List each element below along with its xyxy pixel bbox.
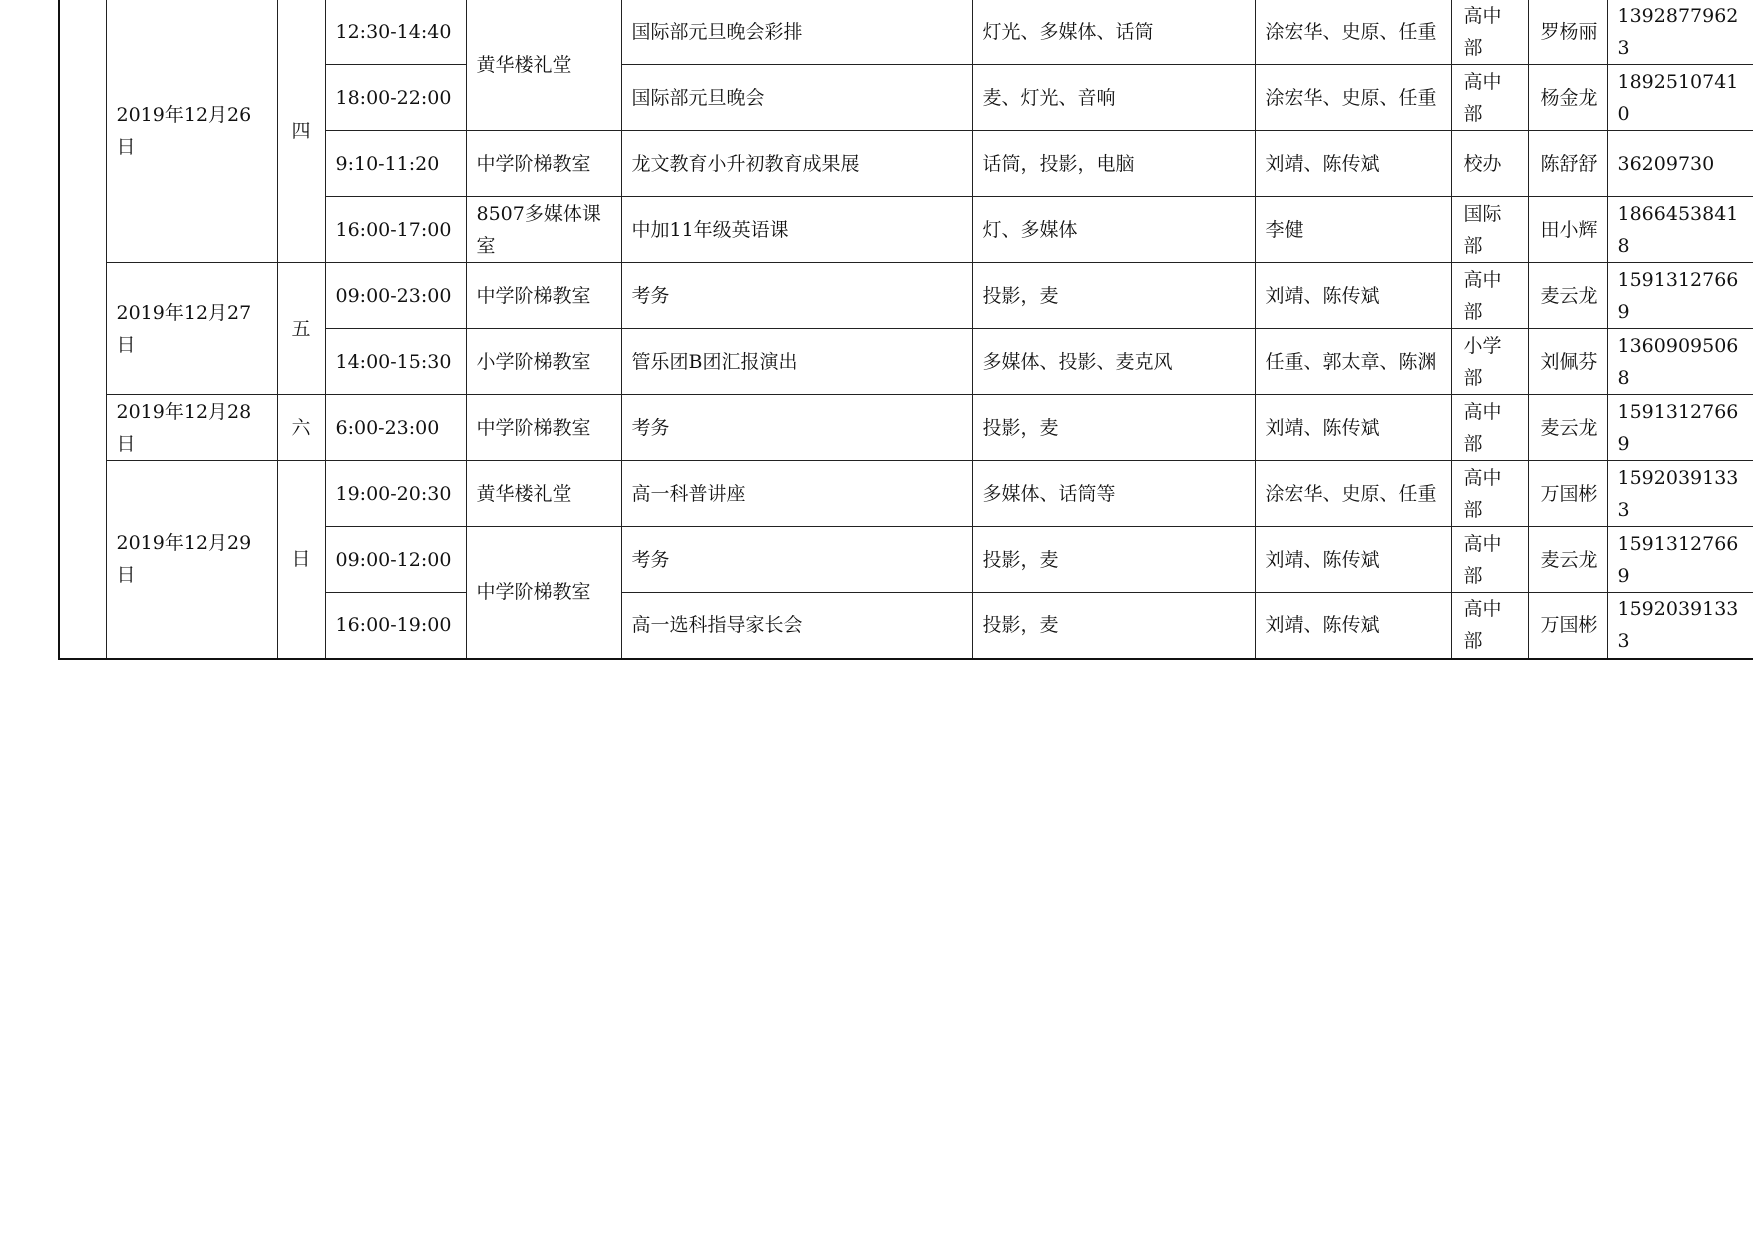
venue-cell: 中学阶梯教室 — [466, 263, 621, 329]
equipment-cell: 话筒，投影，电脑 — [972, 131, 1255, 197]
contact-cell: 田小辉 — [1528, 197, 1607, 263]
venue-cell: 黄华楼礼堂 — [466, 461, 621, 527]
activity-cell: 国际部元旦晚会 — [621, 65, 972, 131]
table-row — [59, 0, 1753, 65]
venue-cell: 中学阶梯教室 — [466, 395, 621, 461]
date-cell: 2019年12月28日 — [106, 395, 277, 461]
venue-cell: 黄华楼礼堂 — [466, 0, 621, 131]
activity-cell: 国际部元旦晚会彩排 — [621, 0, 972, 65]
equipment-cell: 灯、多媒体 — [972, 197, 1255, 263]
schedule-table — [58, 0, 1753, 660]
empty-left-column — [59, 0, 106, 659]
contact-cell: 陈舒舒 — [1528, 131, 1607, 197]
equipment-cell: 投影，麦 — [972, 593, 1255, 659]
contact-cell: 罗杨丽 — [1528, 0, 1607, 65]
support-staff-cell: 任重、郭太章、陈渊 — [1255, 329, 1451, 395]
activity-cell: 考务 — [621, 527, 972, 593]
table-row — [59, 395, 1753, 461]
weekday-cell: 六 — [277, 395, 325, 461]
support-staff-cell: 李健 — [1255, 197, 1451, 263]
phone-cell: 15920391333 — [1607, 461, 1753, 527]
phone-cell: 15920391333 — [1607, 593, 1753, 659]
phone-cell: 15913127669 — [1607, 395, 1753, 461]
time-cell: 12:30-14:40 — [325, 0, 466, 65]
support-staff-cell: 刘靖、陈传斌 — [1255, 263, 1451, 329]
contact-cell: 刘佩芬 — [1528, 329, 1607, 395]
time-cell: 09:00-23:00 — [325, 263, 466, 329]
phone-cell: 15913127669 — [1607, 527, 1753, 593]
time-cell: 9:10-11:20 — [325, 131, 466, 197]
weekday-cell: 日 — [277, 461, 325, 659]
support-staff-cell: 涂宏华、史原、任重 — [1255, 461, 1451, 527]
contact-cell: 麦云龙 — [1528, 395, 1607, 461]
equipment-cell: 投影，麦 — [972, 527, 1255, 593]
department-cell: 高中部 — [1451, 0, 1528, 65]
department-cell: 高中部 — [1451, 395, 1528, 461]
date-cell: 2019年12月27日 — [106, 263, 277, 395]
phone-cell: 36209730 — [1607, 131, 1753, 197]
contact-cell: 万国彬 — [1528, 461, 1607, 527]
time-cell: 18:00-22:00 — [325, 65, 466, 131]
department-cell: 高中部 — [1451, 461, 1528, 527]
venue-cell: 中学阶梯教室 — [466, 131, 621, 197]
equipment-cell: 麦、灯光、音响 — [972, 65, 1255, 131]
contact-cell: 麦云龙 — [1528, 263, 1607, 329]
venue-cell: 小学阶梯教室 — [466, 329, 621, 395]
time-cell: 16:00-17:00 — [325, 197, 466, 263]
phone-cell: 18664538418 — [1607, 197, 1753, 263]
venue-cell: 中学阶梯教室 — [466, 527, 621, 659]
weekday-cell: 五 — [277, 263, 325, 395]
activity-cell: 管乐团B团汇报演出 — [621, 329, 972, 395]
contact-cell: 杨金龙 — [1528, 65, 1607, 131]
weekday-cell: 四 — [277, 0, 325, 263]
equipment-cell: 多媒体、话筒等 — [972, 461, 1255, 527]
time-cell: 14:00-15:30 — [325, 329, 466, 395]
time-cell: 19:00-20:30 — [325, 461, 466, 527]
support-staff-cell: 涂宏华、史原、任重 — [1255, 65, 1451, 131]
date-cell: 2019年12月26日 — [106, 0, 277, 263]
equipment-cell: 多媒体、投影、麦克风 — [972, 329, 1255, 395]
time-cell: 09:00-12:00 — [325, 527, 466, 593]
date-cell: 2019年12月29日 — [106, 461, 277, 659]
department-cell: 校办 — [1451, 131, 1528, 197]
time-cell: 6:00-23:00 — [325, 395, 466, 461]
department-cell: 国际部 — [1451, 197, 1528, 263]
support-staff-cell: 刘靖、陈传斌 — [1255, 527, 1451, 593]
activity-cell: 龙文教育小升初教育成果展 — [621, 131, 972, 197]
support-staff-cell: 涂宏华、史原、任重 — [1255, 0, 1451, 65]
equipment-cell: 投影，麦 — [972, 395, 1255, 461]
phone-cell: 13928779623 — [1607, 0, 1753, 65]
contact-cell: 万国彬 — [1528, 593, 1607, 659]
activity-cell: 考务 — [621, 395, 972, 461]
time-cell: 16:00-19:00 — [325, 593, 466, 659]
table-row — [59, 263, 1753, 329]
phone-cell: 15913127669 — [1607, 263, 1753, 329]
equipment-cell: 灯光、多媒体、话筒 — [972, 0, 1255, 65]
department-cell: 高中部 — [1451, 593, 1528, 659]
support-staff-cell: 刘靖、陈传斌 — [1255, 395, 1451, 461]
department-cell: 小学部 — [1451, 329, 1528, 395]
table-row — [59, 461, 1753, 527]
activity-cell: 考务 — [621, 263, 972, 329]
equipment-cell: 投影，麦 — [972, 263, 1255, 329]
department-cell: 高中部 — [1451, 527, 1528, 593]
support-staff-cell: 刘靖、陈传斌 — [1255, 593, 1451, 659]
venue-cell: 8507多媒体课室 — [466, 197, 621, 263]
contact-cell: 麦云龙 — [1528, 527, 1607, 593]
phone-cell: 18925107410 — [1607, 65, 1753, 131]
activity-cell: 中加11年级英语课 — [621, 197, 972, 263]
activity-cell: 高一科普讲座 — [621, 461, 972, 527]
department-cell: 高中部 — [1451, 263, 1528, 329]
department-cell: 高中部 — [1451, 65, 1528, 131]
activity-cell: 高一选科指导家长会 — [621, 593, 972, 659]
support-staff-cell: 刘靖、陈传斌 — [1255, 131, 1451, 197]
phone-cell: 13609095068 — [1607, 329, 1753, 395]
